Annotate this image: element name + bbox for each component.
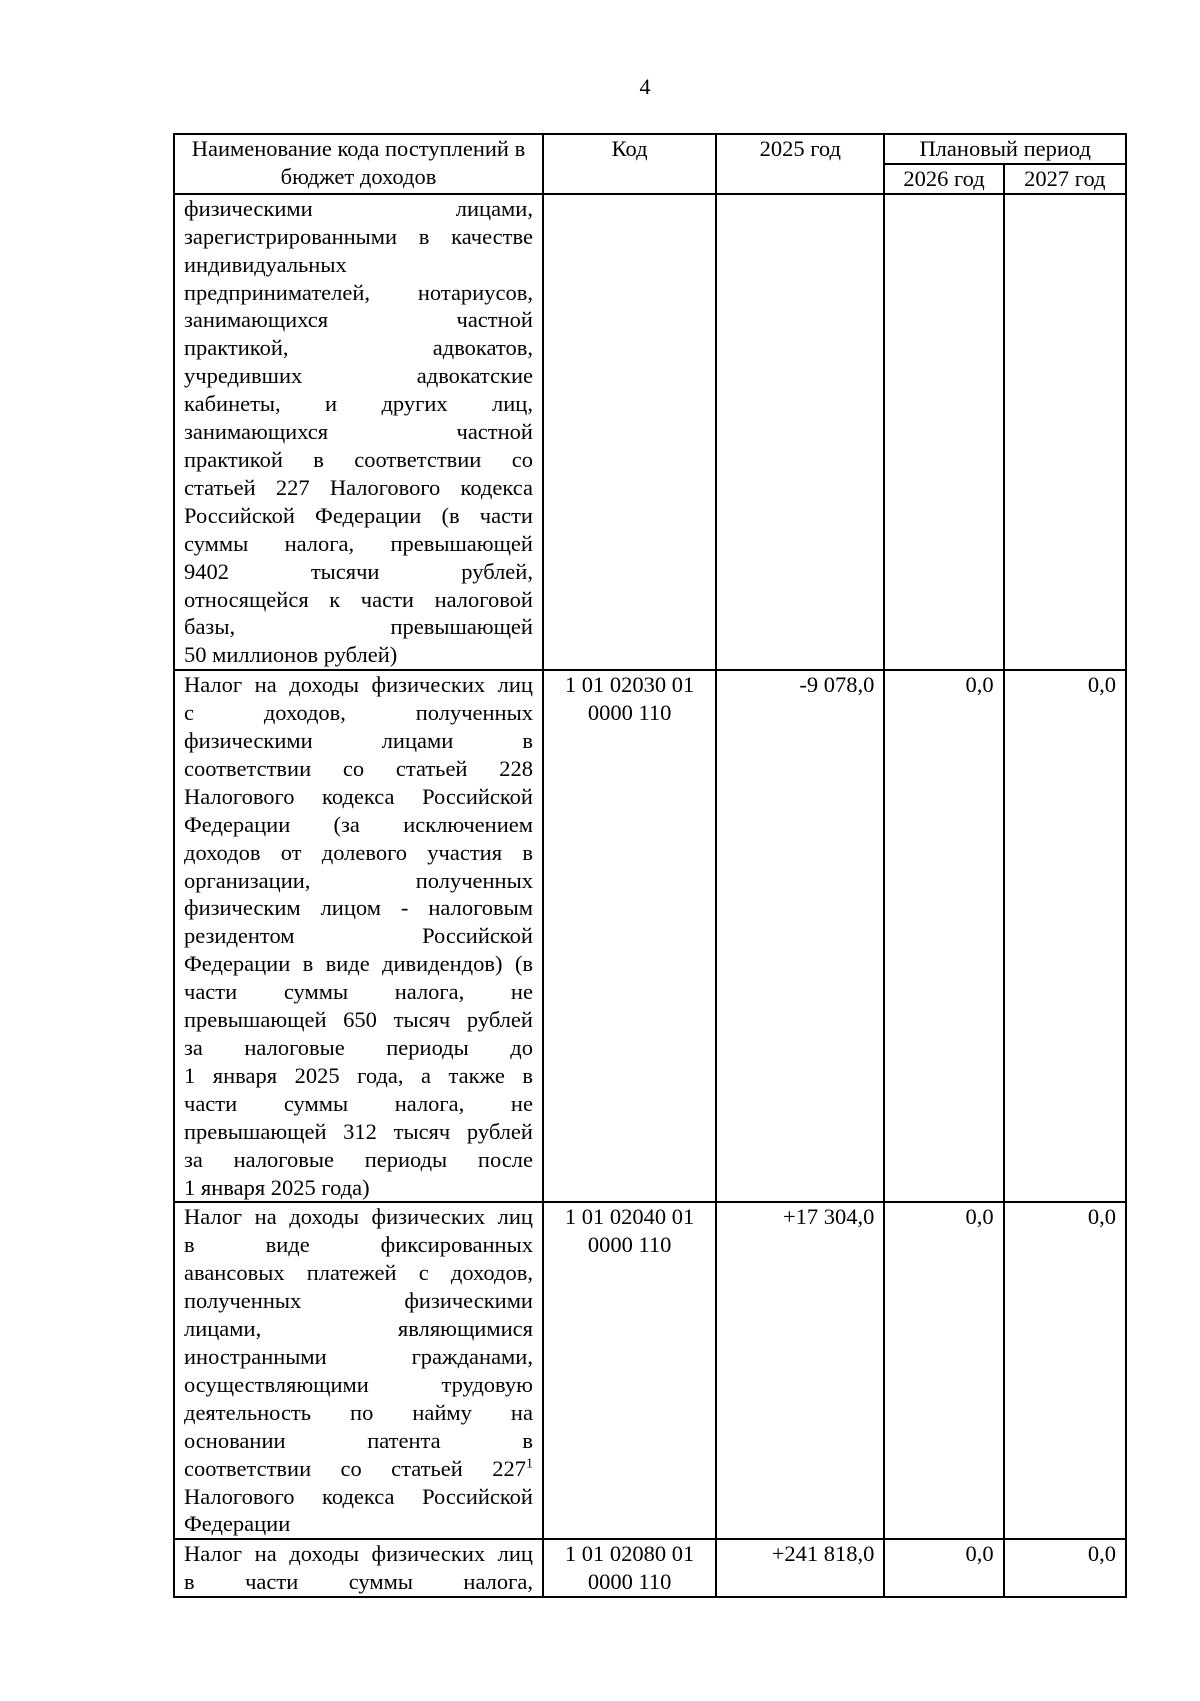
row-2027-cell: [1004, 194, 1126, 670]
name-line: в виде фиксированных: [184, 1232, 533, 1258]
header-year-2027: 2027 год: [1004, 164, 1126, 194]
header-planned-period: Плановый период: [884, 134, 1126, 164]
name-line: части суммы налога, не: [184, 979, 533, 1005]
budget-revenue-table: [173, 133, 1127, 1598]
name-line: 9402 тысячи рублей,: [184, 558, 533, 584]
name-line: занимающихся частной: [184, 419, 533, 445]
name-line: 50 миллионов рублей): [184, 642, 398, 668]
header-year-2026: 2026 год: [884, 164, 1003, 194]
name-line: Российской Федерации (в части: [184, 502, 533, 528]
header-code: Код: [543, 134, 716, 194]
name-line: соответствии со статьей 228: [184, 755, 533, 781]
table-row: [174, 194, 1126, 670]
row-2025-cell: -9 078,0: [716, 670, 884, 1202]
name-line: лицами, являющимися: [184, 1316, 533, 1342]
name-line: с доходов, полученных: [184, 700, 533, 726]
name-line: суммы налога, превышающей: [184, 530, 533, 556]
name-line: практикой, адвокатов,: [184, 335, 533, 361]
name-line: части суммы налога, не: [184, 1090, 533, 1116]
name-line: предпринимателей, нотариусов,: [184, 279, 533, 305]
row-2026-cell: [884, 194, 1003, 670]
name-line: зарегистрированными в качестве: [184, 223, 533, 249]
code-line: 0000 110: [587, 1232, 672, 1258]
name-line: Федерации (за исключением: [184, 811, 533, 837]
row-name-cell: [174, 1539, 543, 1597]
table-row: [174, 1202, 1126, 1539]
name-line: основании патента в: [184, 1427, 533, 1453]
name-line: организации, полученных: [184, 867, 533, 893]
name-line: Налогового кодекса Российской: [184, 1483, 533, 1509]
row-code-cell: [543, 1539, 716, 1597]
row-2025-cell: [716, 194, 884, 670]
name-line: за налоговые периоды после: [184, 1146, 533, 1172]
code-line: 0000 110: [587, 700, 672, 726]
name-line: относящейся к части налоговой: [184, 586, 533, 612]
table-row: [174, 670, 1126, 1202]
name-line: физическим лицом - налоговым: [184, 895, 533, 921]
row-name-cell: [174, 1202, 543, 1539]
code-line: 0000 110: [587, 1569, 672, 1595]
code-line: 1 01 02030 01: [564, 672, 695, 698]
name-line: учредивших адвокатские: [184, 363, 533, 389]
name-line: физическими лицами в: [184, 728, 533, 754]
name-line: осуществляющими трудовую: [184, 1371, 533, 1397]
table-row: [174, 1539, 1126, 1597]
name-line: превышающей 312 тысяч рублей: [184, 1118, 533, 1144]
name-line: иностранными гражданами,: [184, 1343, 533, 1369]
name-line: кабинеты, и других лиц,: [184, 391, 533, 417]
name-line: Налог на доходы физических лиц: [184, 672, 533, 698]
name-line: Федерации: [184, 1511, 291, 1537]
name-line: индивидуальных: [184, 251, 347, 277]
name-line: деятельность по найму на: [184, 1399, 533, 1425]
name-line: за налоговые периоды до: [184, 1035, 533, 1060]
name-line: Федерации в виде дивидендов) (в: [184, 951, 533, 977]
name-line: Налогового кодекса Российской: [184, 783, 533, 809]
code-line: 1 01 02080 01: [564, 1541, 695, 1567]
name-line: резидентом Российской: [184, 923, 533, 949]
name-line: превышающей 650 тысяч рублей: [184, 1007, 533, 1033]
name-line: статьей 227 Налогового кодекса: [184, 474, 533, 500]
row-2026-cell: 0,0: [884, 670, 1003, 1202]
header-name: Наименование кода поступлений в бюджет доходов: [174, 134, 543, 194]
name-line: практикой в соответствии со: [184, 446, 533, 472]
row-2026-cell: 0,0: [884, 1539, 1003, 1597]
row-name-cell: [174, 194, 543, 670]
row-2025-cell: +241 818,0: [716, 1539, 884, 1597]
article-superscript: 1: [525, 1456, 533, 1472]
row-2027-cell: 0,0: [1004, 670, 1126, 1202]
row-2027-cell: 0,0: [1004, 1539, 1126, 1597]
header-year-2025: 2025 год: [716, 134, 884, 194]
name-line: базы, превышающей: [184, 614, 533, 640]
name-line: занимающихся частной: [184, 307, 533, 333]
name-line-text: соответствии со статьей 227: [184, 1455, 526, 1481]
row-2027-cell: 0,0: [1004, 1202, 1126, 1539]
name-line-with-superscript: [184, 1455, 533, 1483]
row-code-cell: [543, 670, 716, 1202]
name-line: полученных физическими: [184, 1288, 533, 1314]
name-line: Налог на доходы физических лиц: [184, 1541, 533, 1567]
row-2025-cell: +17 304,0: [716, 1202, 884, 1539]
name-line: в части суммы налога,: [184, 1569, 533, 1595]
name-line: доходов от долевого участия в: [184, 839, 533, 865]
row-code-cell: [543, 1202, 716, 1539]
name-line: 1 января 2025 года, а также в: [184, 1062, 533, 1088]
row-name-cell: [174, 670, 543, 1202]
row-code-cell: [543, 194, 716, 670]
code-line: 1 01 02040 01: [564, 1204, 695, 1230]
name-line: авансовых платежей с доходов,: [184, 1260, 533, 1286]
row-2026-cell: 0,0: [884, 1202, 1003, 1539]
name-line: 1 января 2025 года): [184, 1174, 370, 1200]
name-line: физическими лицами,: [184, 195, 533, 221]
page-number: 4: [639, 74, 651, 99]
name-line: Налог на доходы физических лиц: [184, 1204, 533, 1230]
